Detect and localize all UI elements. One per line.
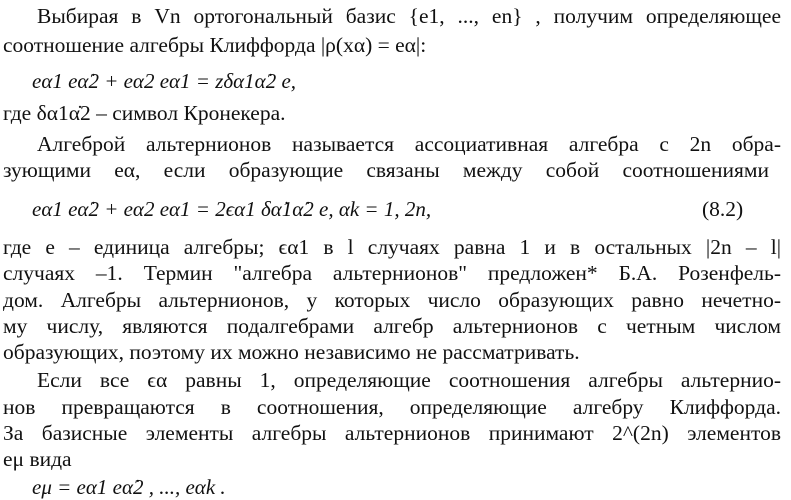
paragraph-line-14: eμ вида [3,447,72,471]
formula-alternion-relation: eα1 eα̇2 + eα2 eα1 = 2ϵα1 δα̇1α̇2 e, αk = 1, 2n, [32,197,432,221]
paragraph-line-1: Выбирая в Vn ортогональный базис {e1, ..., en} , получим определяющее [37,4,781,28]
paragraph-line-7: случаях –1. Термин "алгебра альтернионов" предложен* Б.А. Розенфель- [3,261,781,285]
formula-clifford-relation: eα1 eα̇2 + eα2 eα1 = zδα1α̇2 e, [32,69,297,93]
paragraph-line-3: где δα1α̇2 – символ Кронекера. [3,101,286,125]
paragraph-line-5: зующими eα, если образующие связаны между собой соотношениями [3,158,769,182]
paragraph-line-2: соотношение алгебры Клиффорда |ρ(xα) = eα|: [3,33,427,57]
paragraph-line-12: нов превращаются в соотношения, определяющие алгебру Клиффорда. [3,395,781,419]
formula-basis-elements: eμ = eα1 eα̇2 , ..., eαk . [32,475,226,499]
paragraph-line-4: Алгеброй альтернионов называется ассоциативная алгебра с 2n обра- [37,132,781,156]
equation-number: (8.2) [702,197,744,221]
paragraph-line-8: дом. Алгебры альтернионов, у которых число образующих равно нечетно- [3,288,781,312]
paragraph-line-11: Если все ϵα равны 1, определяющие соотношения алгебры альтернио- [37,368,781,392]
paragraph-line-10: образующих, поэтому их можно независимо не рассматривать. [3,340,580,364]
paragraph-line-9: му числу, являются подалгебрами алгебр альтернионов с четным числом [3,314,781,338]
paragraph-line-6: где e – единица алгебры; ϵα1 в l случаях равна 1 и в остальных |2n – l| [3,235,781,259]
paragraph-line-13: За базисные элементы алгебры альтернионов принимают 2^(2n) элементов [3,421,781,445]
